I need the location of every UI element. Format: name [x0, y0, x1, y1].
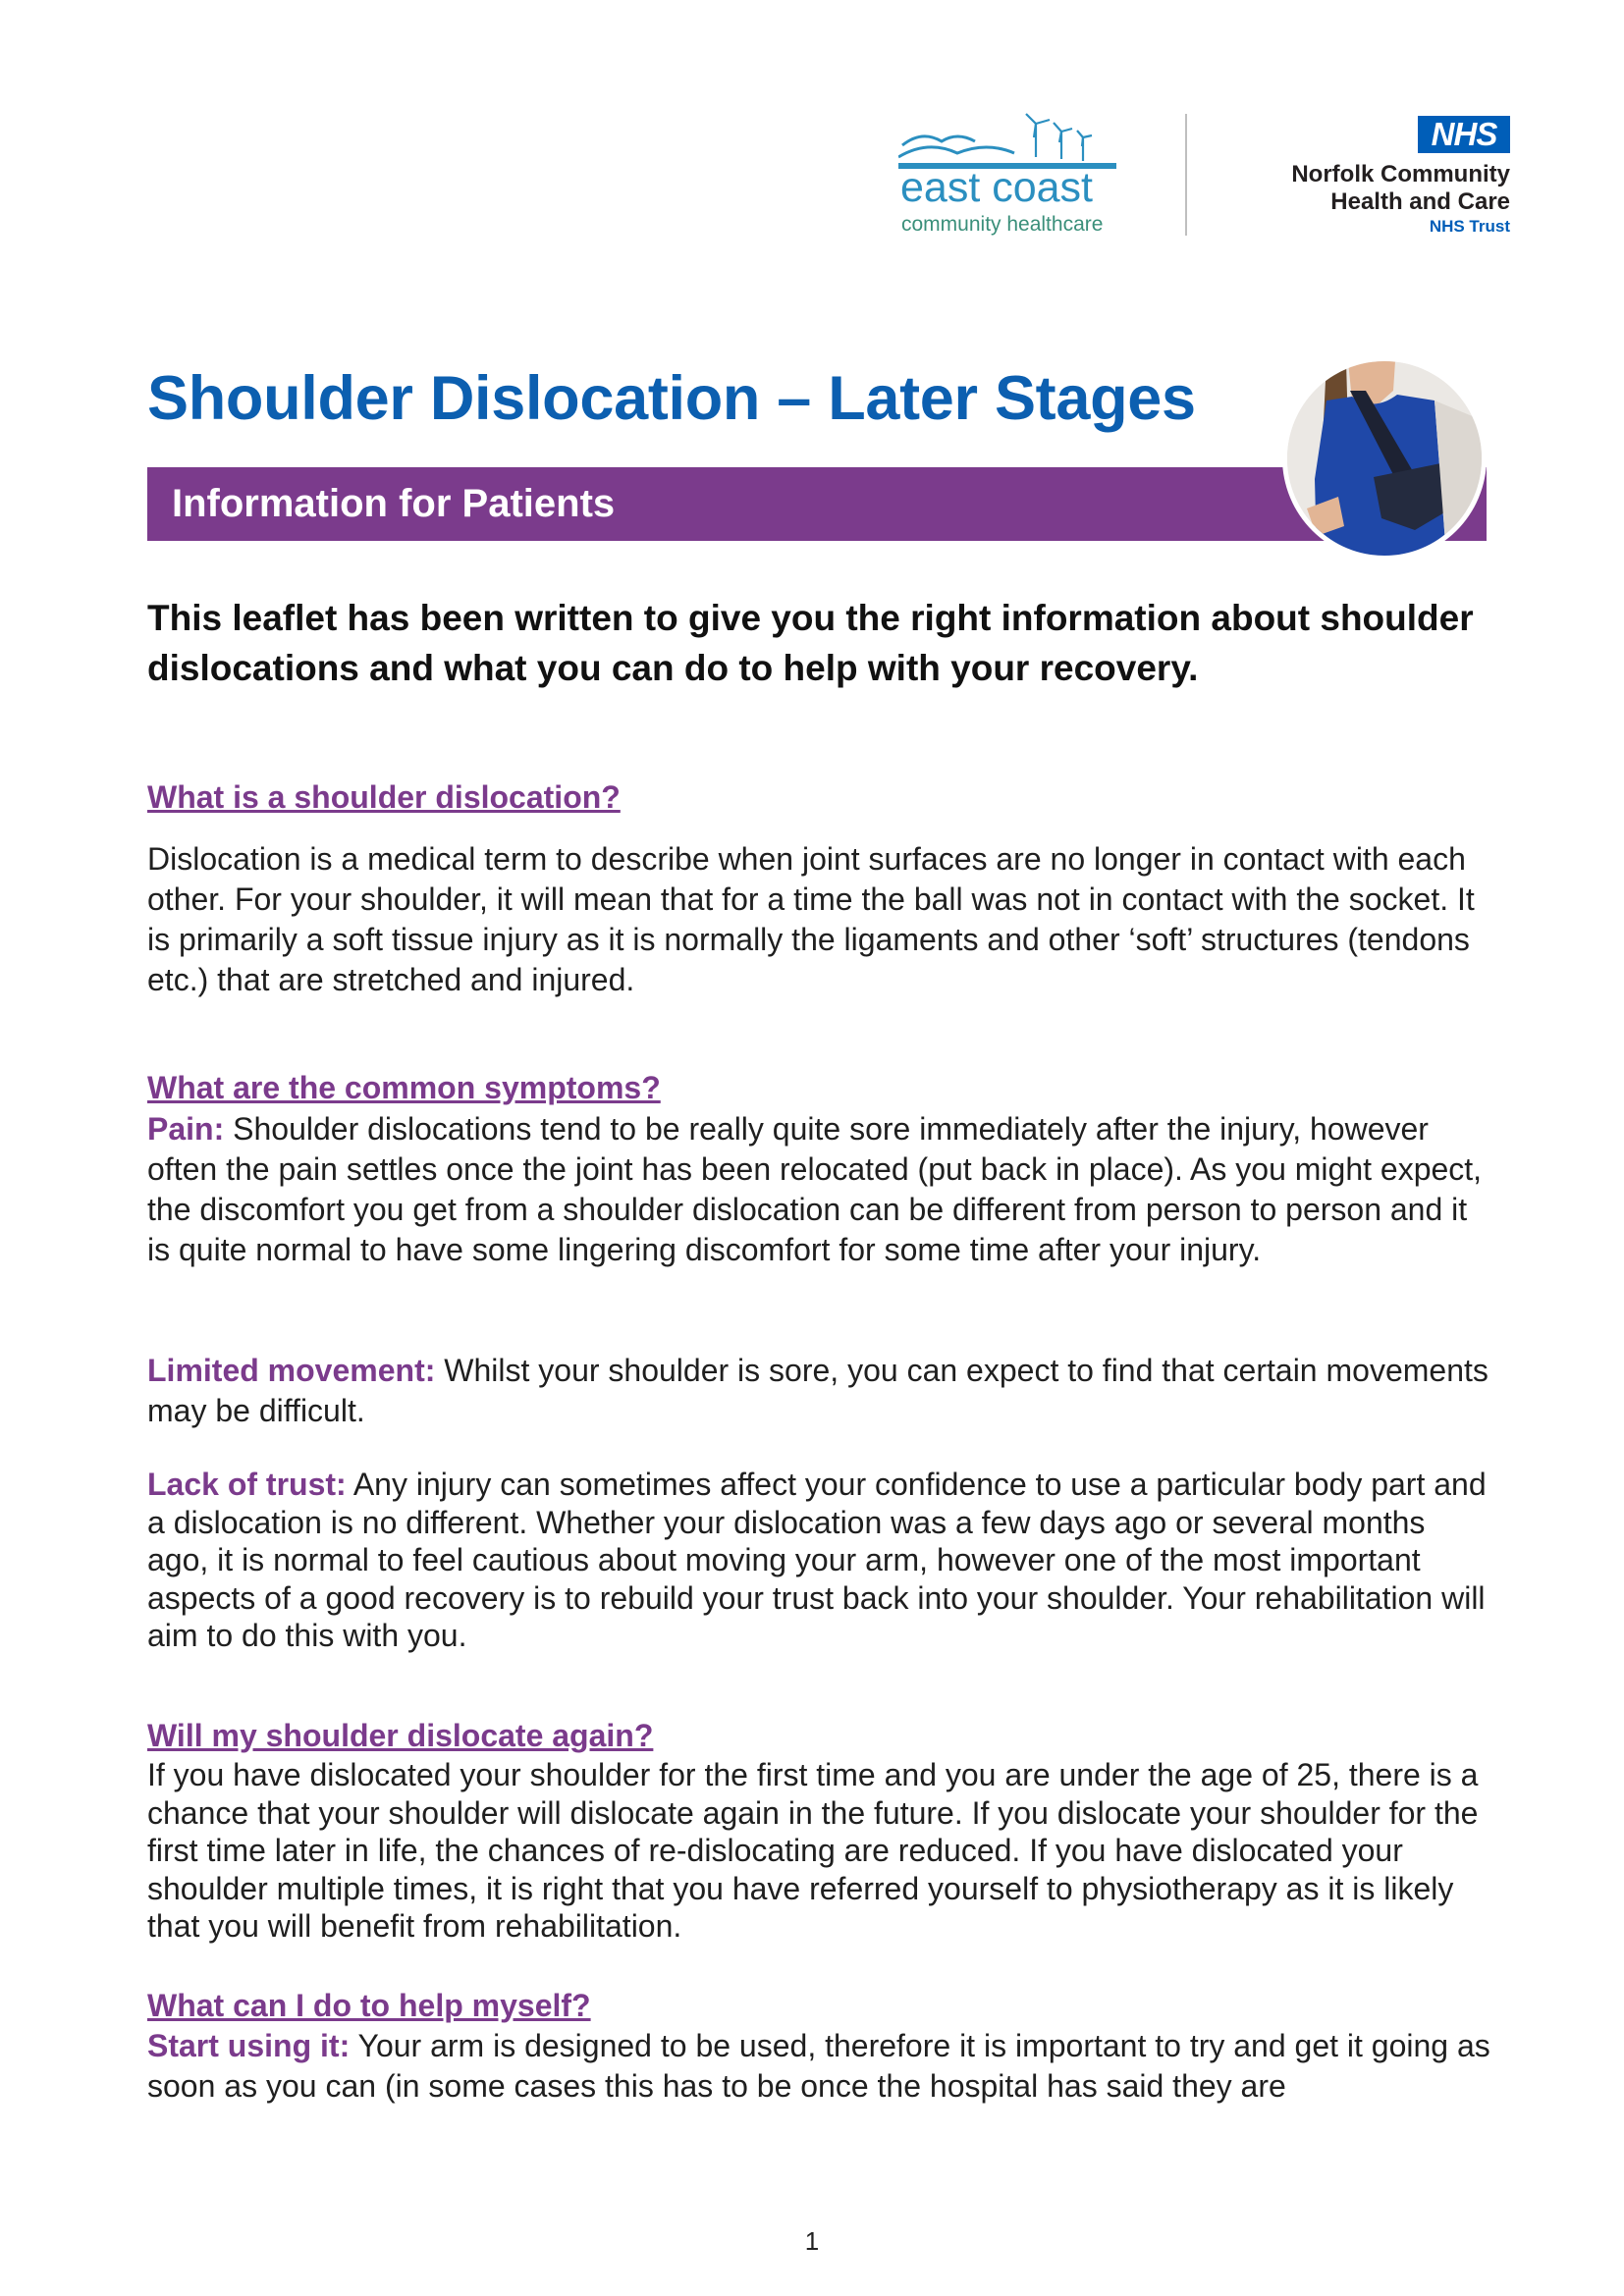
paragraph-dislocate-again: If you have dislocated your shoulder for the first time and you are under the age of 25, there is a chance that your shoulder will dislocate again in the future. If you dislocate your shoulder for the first time later in life, the chances of re-dislocating are reduced. If you have dislocated your shoulder multiple times, it is right that you have referred yourself to physiotherapy as it is likely that you will benefit from rehabilitation. [147, 1757, 1479, 1944]
paragraph-limited-movement [147, 1351, 1492, 1431]
heading-common-symptoms: What are the common symptoms? [147, 1070, 661, 1105]
arm-sling-photo [1287, 361, 1482, 556]
ecch-logo-name: east coast [900, 164, 1093, 211]
start-using-it-text: Your arm is designed to be used, therefore it is important to try and get it going as soon as you can (in some cases this has to be once the hospital has said they are [147, 2028, 1490, 2104]
limited-movement-text: Whilst your shoulder is sore, you can expect to find that certain movements may be difficult. [147, 1353, 1489, 1428]
intro-statement: This leaflet has been written to give you the right information about shoulder dislocations and what you can do to help with your recovery. [147, 598, 1474, 688]
paragraph-lack-of-trust [147, 1466, 1492, 1655]
nhs-org-name-line1: Norfolk Community [1291, 161, 1510, 187]
heading-help-myself: What can I do to help myself? [147, 1988, 591, 2023]
pain-text: Shoulder dislocations tend to be really quite sore immediately after the injury, however often the pain settles once the joint has been relocated (put back in place). As you might expect, the discomfort you get from a shoulder dislocation can be different from person to person and it is quite normal to have some lingering discomfort for some time after your injury. [147, 1111, 1483, 1267]
arm-sling-person-icon [1287, 361, 1482, 556]
paragraph-start-using-it [147, 2026, 1492, 2107]
paragraph-pain [147, 1109, 1492, 1270]
lack-of-trust-label: Lack of trust: [147, 1467, 347, 1502]
page-title: Shoulder Dislocation – Later Stages [147, 364, 1196, 433]
pain-label: Pain: [147, 1111, 225, 1147]
heading-dislocate-again: Will my shoulder dislocate again? [147, 1718, 654, 1753]
wind-turbine-wave-icon [898, 110, 1116, 171]
heading-what-is-dislocation: What is a shoulder dislocation? [147, 779, 621, 815]
nhs-logo [1247, 116, 1510, 240]
ecch-logo [898, 110, 1116, 240]
nhs-org-name-line2: Health and Care [1330, 188, 1510, 215]
nhs-badge: NHS [1418, 116, 1510, 153]
page-subtitle: Information for Patients [172, 482, 616, 525]
ecch-logo-tagline: community healthcare [901, 213, 1104, 236]
page-number: 1 [804, 2226, 820, 2256]
nhs-trust-label: NHS Trust [1429, 217, 1510, 236]
logo-divider [1185, 114, 1187, 236]
start-using-it-label: Start using it: [147, 2028, 351, 2063]
paragraph-what-is-dislocation: Dislocation is a medical term to describe when joint surfaces are no longer in contact with each other. For your shoulder, it will mean that for a time the ball was not in contact with the socket. It is primarily a soft tissue injury as it is normally the ligaments and other ‘soft’ structures (tendons etc.) that are stretched and injured. [147, 841, 1475, 997]
subtitle-bar [147, 467, 1487, 541]
lack-of-trust-text: Any injury can sometimes affect your confidence to use a particular body part and a dislocation is no different. Whether your dislocation was a few days ago or several months ago, it is normal to feel cautious about moving your arm, however one of the most important aspects of a good recovery is to rebuild your trust back into your shoulder. Your rehabilitation will aim to do this with you. [147, 1467, 1487, 1653]
limited-movement-label: Limited movement: [147, 1353, 436, 1388]
